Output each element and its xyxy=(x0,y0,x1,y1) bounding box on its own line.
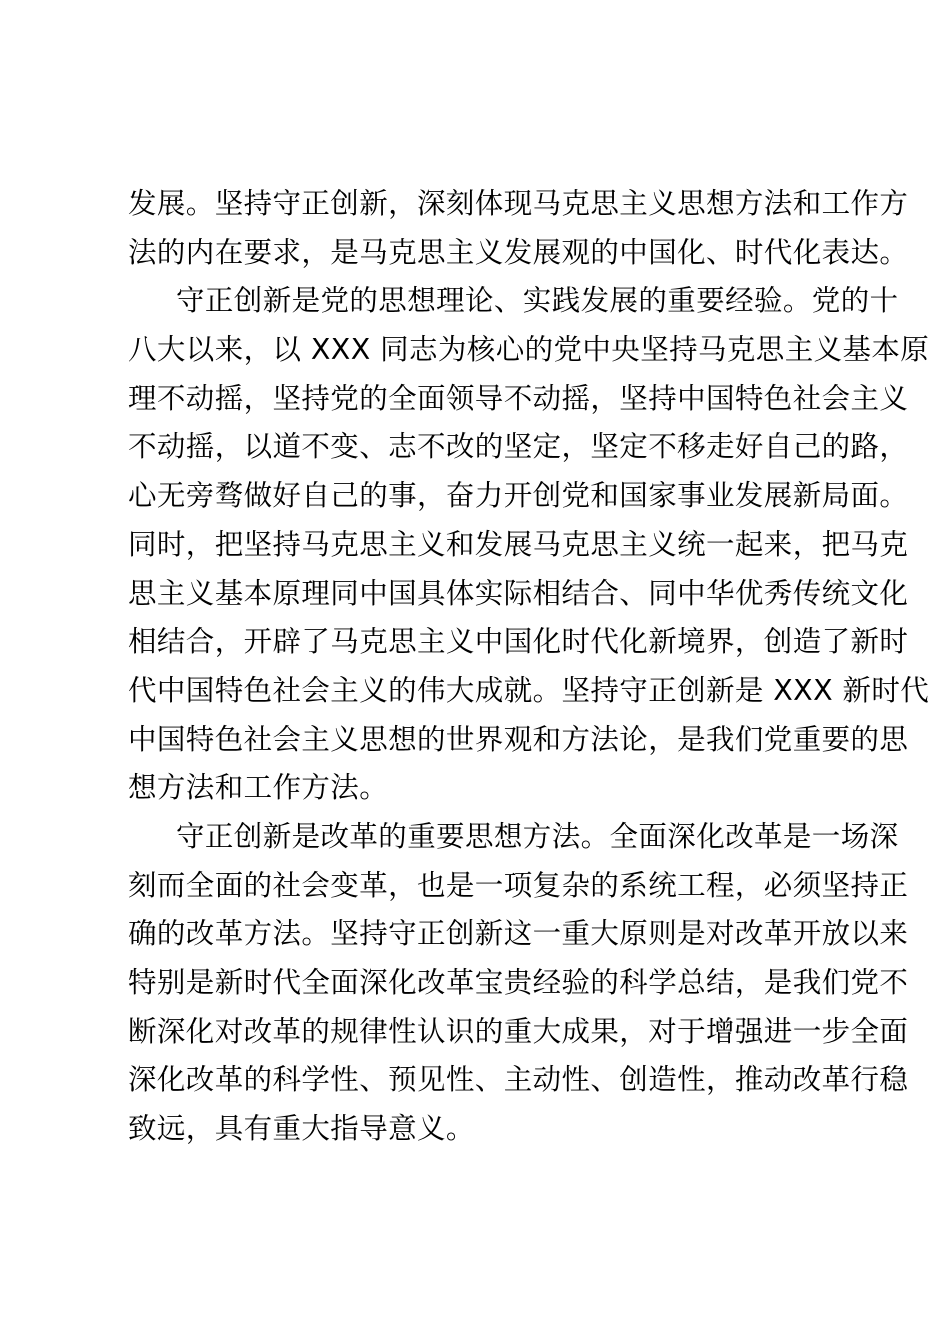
text-line: 特别是新时代全面深化改革宝贵经验的科学总结，是我们党不 xyxy=(128,966,909,999)
text-line: 同时，把坚持马克思主义和发展马克思主义统一起来，把马克 xyxy=(128,527,909,561)
text-line: 深化改革的科学性、预见性、主动性、创造性，推动改革行稳 xyxy=(128,1063,909,1097)
text-line: 思主义基本原理同中国具体实际相结合、同中华优秀传统文化 xyxy=(128,576,909,610)
text-line: 不动摇，以道不变、志不改的坚定，坚定不移走好自己的路， xyxy=(128,430,909,464)
text-line: 八大以来，以 XXX 同志为核心的党中央坚持马克思主义基本原 xyxy=(128,333,930,367)
text-line: 法的内在要求，是马克思主义发展观的中国化、时代化表达。 xyxy=(128,235,909,269)
text-line: 致远，具有重大指导意义。 xyxy=(128,1112,475,1146)
text-line: 发展。坚持守正创新，深刻体现马克思主义思想方法和工作方 xyxy=(128,187,909,220)
paragraph-start-line: 守正创新是改革的重要思想方法。全面深化改革是一场深 xyxy=(176,819,899,853)
body-text xyxy=(128,180,930,1154)
text-line: 中国特色社会主义思想的世界观和方法论，是我们党重要的思 xyxy=(128,722,909,756)
text-line: 相结合，开辟了马克思主义中国化时代化新境界，创造了新时 xyxy=(128,625,909,659)
text-line: 心无旁骛做好自己的事，奋力开创党和国家事业发展新局面。 xyxy=(128,479,909,513)
text-line: 代中国特色社会主义的伟大成就。坚持守正创新是 XXX 新时代 xyxy=(128,673,930,707)
text-line: 刻而全面的社会变革，也是一项复杂的系统工程，必须坚持正 xyxy=(128,868,909,902)
text-line: 确的改革方法。坚持守正创新这一重大原则是对改革开放以来 xyxy=(128,917,909,951)
paragraph-start-line: 守正创新是党的思想理论、实践发展的重要经验。党的十 xyxy=(176,284,899,318)
text-line: 理不动摇，坚持党的全面领导不动摇，坚持中国特色社会主义 xyxy=(128,381,909,415)
text-line: 断深化对改革的规律性认识的重大成果，对于增强进一步全面 xyxy=(128,1014,909,1048)
text-line: 想方法和工作方法。 xyxy=(128,771,389,805)
